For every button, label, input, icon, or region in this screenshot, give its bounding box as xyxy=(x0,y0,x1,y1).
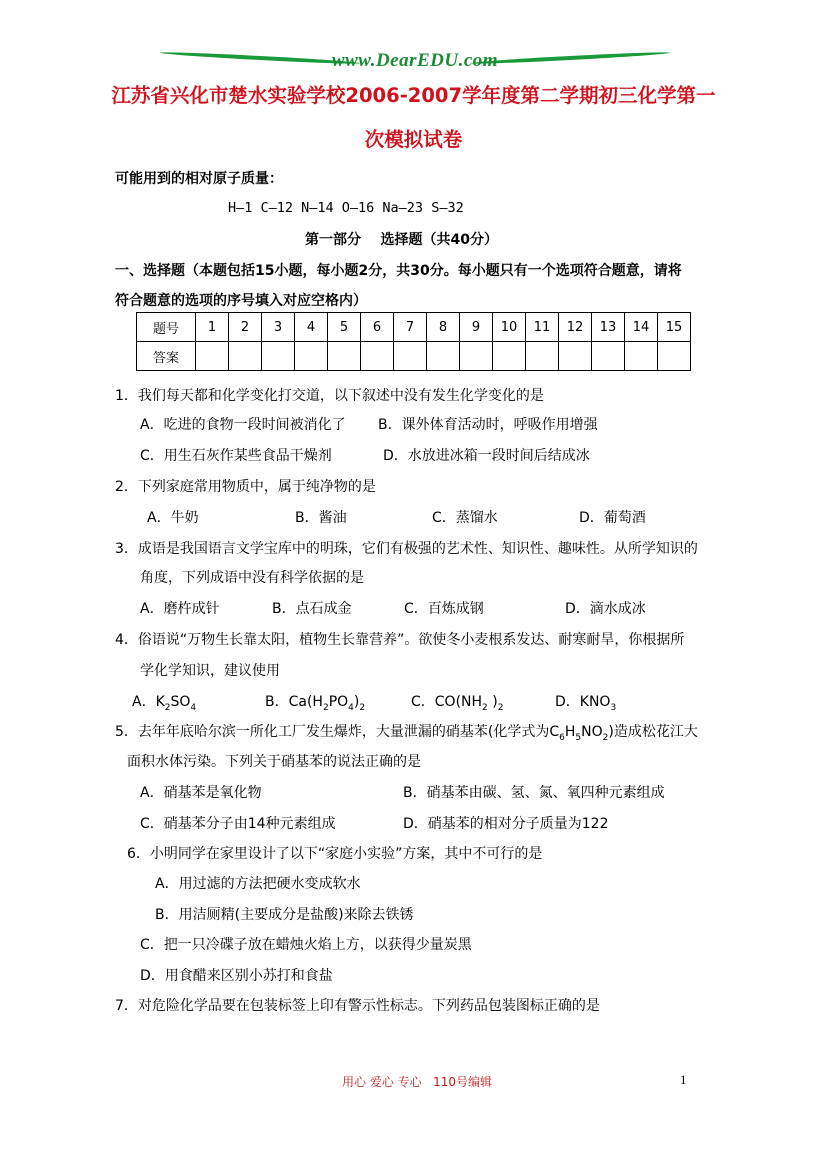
q2-option-d: D．葡萄酒 xyxy=(579,510,646,526)
answer-cell[interactable] xyxy=(229,342,262,371)
q3-option-b: B．点石成金 xyxy=(272,601,352,617)
q7-stem: 7．对危险化学品要在包装标签上印有警示性标志。下列药品包装图标正确的是 xyxy=(115,998,600,1014)
q6-option-a: A．用过滤的方法把硬水变成软水 xyxy=(155,876,361,892)
q1-option-a: A．吃进的食物一段时间被消化了 xyxy=(140,417,346,433)
question-number: 14 xyxy=(625,313,658,342)
answer-cell[interactable] xyxy=(526,342,559,371)
q4-stem-line1: 4．俗语说“万物生长靠太阳，植物生长靠营养”。欲使冬小麦根系发达、耐寒耐旱，你根据所 xyxy=(115,632,685,648)
answer-cell[interactable] xyxy=(658,342,691,371)
q4-option-a: A．$K_2SO_4$ xyxy=(132,694,197,713)
q3-option-d: D．滴水成冰 xyxy=(565,601,646,617)
question-number: 9 xyxy=(460,313,493,342)
question-number: 3 xyxy=(262,313,295,342)
answer-cell[interactable] xyxy=(592,342,625,371)
q5-option-d: D．硝基苯的相对分子质量为122 xyxy=(403,816,609,832)
part1-instruction-line1: 一、选择题（本题包括15小题，每小题2分，共30分。每小题只有一个选项符合题意，请将 xyxy=(115,263,682,279)
answer-cell[interactable] xyxy=(493,342,526,371)
q1-option-b: B．课外体育活动时，呼吸作用增强 xyxy=(378,417,598,433)
answer-cell[interactable] xyxy=(295,342,328,371)
atomic-mass-label: 可能用到的相对原子质量： xyxy=(115,171,283,187)
answer-cell[interactable] xyxy=(625,342,658,371)
q2-option-b: B．酱油 xyxy=(295,510,347,526)
q4-option-c: C．$CO(NH_2$ )$_2$ xyxy=(411,694,504,713)
part1-heading: 第一部分 选择题（共40分） xyxy=(305,232,498,248)
site-banner xyxy=(160,50,670,76)
footer-slogan: 用心 爱心 专心 110号编辑 xyxy=(342,1075,492,1089)
question-number: 7 xyxy=(394,313,427,342)
q5-option-a: A．硝基苯是氧化物 xyxy=(140,785,262,801)
part1-instruction-line2: 符合题意的选项的序号填入对应空格内） xyxy=(115,293,367,309)
q5-option-b: B．硝基苯由碳、氢、氮、氧四种元素组成 xyxy=(403,785,665,801)
answer-label: 答案 xyxy=(137,342,196,371)
answer-cell[interactable] xyxy=(460,342,493,371)
atomic-mass-values: H—1 C—12 N—14 O—16 Na—23 S—32 xyxy=(228,200,464,216)
site-url: www.DearEDU.com xyxy=(331,50,499,71)
exam-title-line1: 江苏省兴化市楚水实验学校2006-2007学年度第二学期初三化学第一 xyxy=(111,84,716,107)
answer-cell[interactable] xyxy=(196,342,229,371)
question-number: 6 xyxy=(361,313,394,342)
exam-title-line2: 次模拟试卷 xyxy=(364,128,463,151)
q2-stem: 2．下列家庭常用物质中，属于纯净物的是 xyxy=(115,479,376,495)
question-number: 8 xyxy=(427,313,460,342)
q3-option-a: A．磨杵成针 xyxy=(140,601,220,617)
q4-option-b: B．$Ca(H_2PO_4)_2$ xyxy=(265,694,366,713)
q1-option-d: D．水放进冰箱一段时间后结成冰 xyxy=(383,448,590,464)
q6-option-d: D．用食醋来区别小苏打和食盐 xyxy=(140,968,333,984)
q2-option-a: A．牛奶 xyxy=(147,510,199,526)
q1-option-c: C．用生石灰作某些食品干燥剂 xyxy=(140,448,332,464)
q3-stem-line2: 角度，下列成语中没有科学依据的是 xyxy=(140,570,364,586)
q6-stem: 6．小明同学在家里设计了以下“家庭小实验”方案，其中不可行的是 xyxy=(127,846,543,862)
answer-cell[interactable] xyxy=(328,342,361,371)
question-number: 15 xyxy=(658,313,691,342)
question-number: 4 xyxy=(295,313,328,342)
question-number-label: 题号 xyxy=(137,313,196,342)
answer-cell[interactable] xyxy=(559,342,592,371)
question-number: 11 xyxy=(526,313,559,342)
question-number: 12 xyxy=(559,313,592,342)
q2-option-c: C．蒸馏水 xyxy=(432,510,498,526)
q6-option-b: B．用洁厕精(主要成分是盐酸)来除去铁锈 xyxy=(155,907,414,923)
q4-option-d: D．$KNO_3$ xyxy=(555,694,617,713)
question-number: 2 xyxy=(229,313,262,342)
answer-table xyxy=(136,312,691,371)
question-number: 5 xyxy=(328,313,361,342)
answer-cell[interactable] xyxy=(427,342,460,371)
question-number: 1 xyxy=(196,313,229,342)
question-number: 13 xyxy=(592,313,625,342)
answer-cell[interactable] xyxy=(361,342,394,371)
answer-cell[interactable] xyxy=(262,342,295,371)
q3-stem-line1: 3．成语是我国语言文学宝库中的明珠，它们有极强的艺术性、知识性、趣味性。从所学知识的 xyxy=(115,541,698,557)
page-number: 1 xyxy=(680,1072,687,1087)
q1-stem: 1．我们每天都和化学变化打交道，以下叙述中没有发生化学变化的是 xyxy=(115,388,544,404)
q4-stem-line2: 学化学知识，建议使用 xyxy=(140,663,280,679)
q5-stem-line1: 5．去年年底哈尔滨一所化工厂发生爆炸，大量泄漏的硝基苯(化学式为$C_6H_5NO_2$)造成松花江大 xyxy=(115,724,698,743)
answer-table-answer-row xyxy=(137,342,691,371)
answer-cell[interactable] xyxy=(394,342,427,371)
question-number: 10 xyxy=(493,313,526,342)
q5-stem-line2: 面积水体污染。下列关于硝基苯的说法正确的是 xyxy=(127,754,421,770)
answer-table-header-row xyxy=(137,313,691,342)
q5-option-c: C．硝基苯分子由14种元素组成 xyxy=(140,816,336,832)
q3-option-c: C．百炼成钢 xyxy=(404,601,484,617)
q6-option-c: C．把一只冷碟子放在蜡烛火焰上方，以获得少量炭黑 xyxy=(140,937,472,953)
